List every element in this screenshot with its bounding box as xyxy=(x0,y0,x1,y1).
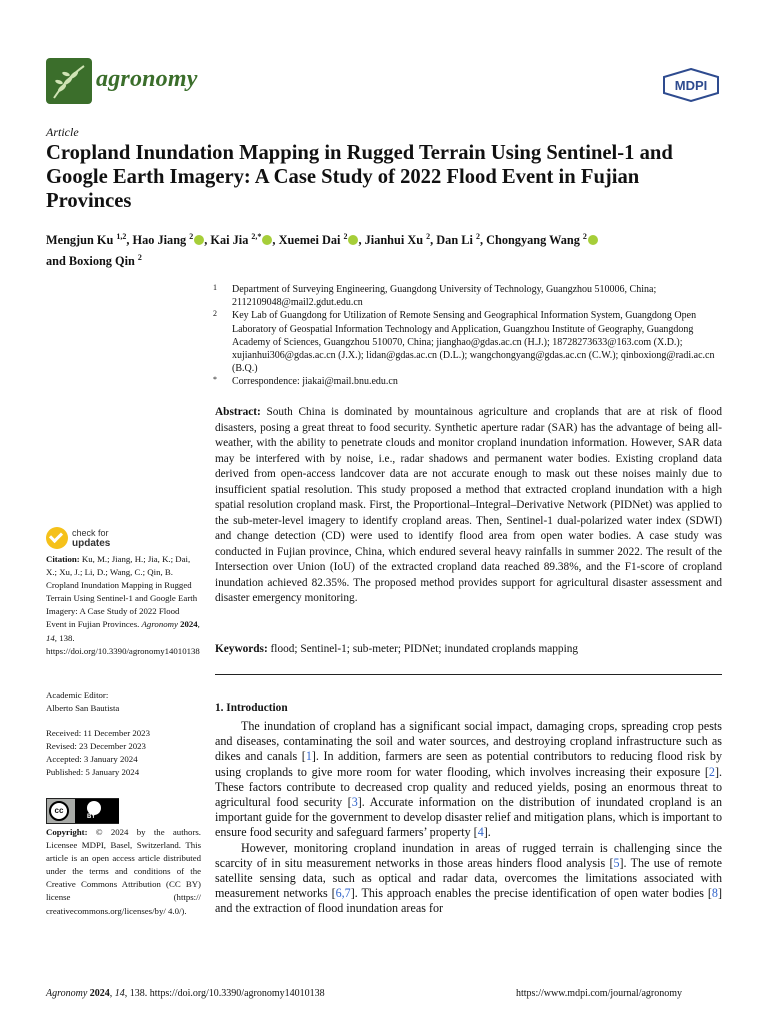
dates-block xyxy=(46,727,201,779)
author-affiliation-marker: 2 xyxy=(137,253,142,263)
copyright-label: Copyright: xyxy=(46,827,88,837)
section-heading: 1. Introduction xyxy=(215,702,288,714)
citation-link[interactable]: 2 xyxy=(708,764,715,779)
keywords xyxy=(215,642,722,657)
author-affiliation-marker: 2 xyxy=(582,232,587,241)
citation-journal: Agronomy xyxy=(141,619,178,630)
affiliation-number: 1 xyxy=(213,283,217,292)
author-list: Mengjun Ku $^{1,2}$, Hao Jiang $^2$ , Kai Jia $^{2,*}$ , Xuemei Dai $^2$ , Jianhui Xu $^2$, Dan Li $^2$, Chongyang Wang $^2$ and Boxiong Qin $^2$ xyxy=(46,228,726,270)
cc-by-license-badge[interactable] xyxy=(46,798,119,824)
author-name[interactable]: Dan Li $^2$ xyxy=(436,232,480,248)
accepted-date: Accepted: 3 January 2024 xyxy=(46,754,138,765)
affiliation-number: * xyxy=(213,375,217,385)
author-affiliation-marker: 2 xyxy=(475,232,480,241)
author-name[interactable]: Xuemei Dai $^2$ xyxy=(278,232,348,248)
footer-volume: 14 xyxy=(114,988,125,999)
article-type: Article xyxy=(46,125,79,139)
check-line-1: check for xyxy=(72,528,109,538)
citation-label: Citation: xyxy=(46,554,80,564)
author-affiliation-marker: 2,* xyxy=(251,232,262,241)
affiliation-text: Correspondence: jiakai@mail.bnu.edu.cn xyxy=(232,376,398,388)
author-name[interactable]: Jianhui Xu $^2$ xyxy=(364,232,431,248)
citation-year: 2024 xyxy=(180,619,198,630)
author-name[interactable]: and Boxiong Qin $^2$ xyxy=(46,253,142,269)
abstract-text: South China is dominated by mountainous agriculture and croplands that are at risk of flood disasters, posing a great threat to food security. Synthetic aperture radar (SAR) has the advantage of being all-weather, with the ability to penetrate clouds and monitor cropland inundation information. However, SAR data may be interfered with by noise, i.e., radar shadows and permanent water bodies. Existing cropland data derived from open-access landcover data are not accurate enough to mask out these noises mainly due to insufficient spatial resolution. This study proposed a method that extracted cropland inundation with a high spatial resolution cropland mask. First, the Proportional–Integral–Derivative Network (PIDNet) was applied to the sub-meter-level imagery to identify cropland areas. Then, Sentinel-1 dual-polarized water index (SDWI) and change detection (CD) were used to identify flood area from open water bodies. A case study was conducted in Fujian province, China, which endured several heavy rainfalls in summer 2022. The result of the Intersection over Union (IoU) of the extracted cropland data reached 89.38%, and the F1-score of cropland inundation achieved 82.35%. The proposed method provides support for agricultural disaster assessment and disaster emergency monitoring. xyxy=(215,406,723,604)
keywords-text: flood; Sentinel-1; sub-meter; PIDNet; inundated croplands mapping xyxy=(270,643,579,655)
mdpi-logo-text: MDPI xyxy=(674,78,708,93)
affiliation-number: 2 xyxy=(213,309,217,319)
author-name[interactable]: Chongyang Wang $^2$ xyxy=(486,232,587,248)
check-line-2: updates xyxy=(72,538,111,549)
affiliation-text: Department of Surveying Engineering, Guangdong University of Technology, Guangzhou 510006, China; 2112109048@mail2.gdut.edu.cn xyxy=(232,284,657,309)
footer-journal-url[interactable]: https://www.mdpi.com/journal/agronomy xyxy=(516,988,683,999)
footer-citation: Agronomy 2024, 14, 138. https://doi.org/10.3390/agronomy14010138 xyxy=(46,988,325,999)
journal-logo xyxy=(46,58,92,104)
article-title: Cropland Inundation Mapping in Rugged Terrain Using Sentinel-1 and Google Earth Imagery: A Case Study of 2022 Flood Event in Fujian Provinces xyxy=(46,142,673,212)
mdpi-logo xyxy=(662,68,720,102)
cc-by-label: BY xyxy=(87,814,96,820)
cc-icon: cc xyxy=(49,801,69,821)
citation-link[interactable]: 8 xyxy=(711,886,718,901)
check-icon xyxy=(46,527,68,549)
citation-doi[interactable]: , 138. https://doi.org/10.3390/agronomy14010138 xyxy=(46,632,200,656)
orcid-icon[interactable] xyxy=(262,235,272,245)
orcid-icon[interactable] xyxy=(588,235,598,245)
check-for-updates-badge[interactable] xyxy=(46,527,156,551)
journal-name: agronomy xyxy=(96,66,198,92)
footer-year: 2024 xyxy=(89,988,110,999)
author-affiliation-marker: 2 xyxy=(189,232,194,241)
orcid-icon[interactable] xyxy=(194,235,204,245)
citation-link[interactable]: 6,7 xyxy=(335,886,351,901)
citation-link[interactable]: 4 xyxy=(477,825,484,840)
revised-date: Revised: 23 December 2023 xyxy=(46,741,146,752)
affiliations xyxy=(213,283,725,389)
abstract xyxy=(215,405,722,607)
copyright-text: © 2024 by the authors. Licensee MDPI, Basel, Switzerland. This article is an open access article distributed under the terms and conditions of the Creative Commons Attribution (CC BY) license (https:// creativecommons.org/licenses/by/ 4.0/). xyxy=(46,827,201,916)
author-affiliation-marker: 2 xyxy=(343,232,348,241)
author-name[interactable]: Hao Jiang $^2$ xyxy=(132,232,194,248)
citation-link[interactable]: 3 xyxy=(351,795,358,810)
abstract-label: Abstract: xyxy=(215,406,261,418)
paragraph: The inundation of cropland has a significant social impact, damaging crops, spreading crop pests and diseases, contaminating the soil and water sources, and destroying cropland infrastructure such as dikes and canals [1]. In addition, farmers are seen as potential contributors to reducing flood risk by using croplands to give more room for water flooding, which involves increasing their exposure [2]. These factors contribute to decreased crop quality and reduced yields, posing an enormous threat to agricultural food security [3]. Accurate information on the distribution of inundated cropland is an important guide for the government to develop disaster relief and mitigation plans, which is important to ensure food security and safeguard farmers’ property [4]. xyxy=(215,719,722,840)
received-date: Received: 11 December 2023 xyxy=(46,728,150,738)
introduction-body xyxy=(215,719,722,917)
affiliation-text: Key Lab of Guangdong for Utilization of Remote Sensing and Geographical Information System, Guangdong Open Laboratory of Geospatial Information Technology and Application, Guangzhou Institute of Geography, Guangdong Academy of Sciences, Guangzhou 510070, China; jianghao@gdas.ac.cn (H.J.); 18728273633@163.com (X.D.); xujianhui306@gdas.ac.cn (J.X.); lidan@gdas.ac.cn (D.L.); wangchongyang@gdas.ac.cn (C.W.); qinboxiong@radi.ac.cn (B.Q.) xyxy=(232,310,715,375)
citation-volume: 14 xyxy=(46,632,55,643)
copyright-block xyxy=(46,826,201,918)
paragraph: However, monitoring cropland inundation in areas of rugged terrain is challenging since the scarcity of in situ measurement networks in those areas hinders flood analysis [5]. The use of remote satellite sensing data, such as optical and radar data, overcomes the limitations associated with measurement networks [6,7]. This approach enables the precise identification of open water bodies [8] and the extraction of flood inundation areas for xyxy=(215,840,723,916)
author-affiliation-marker: 2 xyxy=(426,232,431,241)
affiliation-2 xyxy=(213,309,725,375)
published-date: Published: 5 January 2024 xyxy=(46,767,140,778)
orcid-icon[interactable] xyxy=(348,235,358,245)
section-divider xyxy=(215,674,722,675)
citation-link[interactable]: 5 xyxy=(613,855,620,870)
citation-block: Citation: Ku, M.; Jiang, H.; Jia, K.; Dai, X.; Xu, J.; Li, D.; Wang, C.; Qin, B. Cropland Inundation Mapping in Rugged Terrain Using Sentinel-1 and Google Earth Imagery: A Case Study of 2022 Flood Event in Fujian Provinces. Agronomy 2024, 14, 138. https://doi.org/10.3390/agronomy14010138 xyxy=(46,554,200,656)
footer-journal: Agronomy xyxy=(46,988,88,999)
author-affiliation-marker: 1,2 xyxy=(116,232,127,241)
footer-doi[interactable]: , 138. https://doi.org/10.3390/agronomy14010138 xyxy=(124,988,325,999)
keywords-label: Keywords: xyxy=(215,643,268,655)
author-name[interactable]: Kai Jia $^{2,*}$ xyxy=(210,232,262,248)
person-icon xyxy=(87,801,101,815)
author-name[interactable]: Mengjun Ku $^{1,2}$ xyxy=(46,232,127,248)
affiliation-1 xyxy=(213,283,725,309)
correspondence xyxy=(213,375,725,388)
citation-text: Ku, M.; Jiang, H.; Jia, K.; Dai, X.; Xu, J.; Li, D.; Wang, C.; Qin, B. Cropland Inundation Mapping in Rugged Terrain Using Sentinel-1 and Google Earth Imagery: A Case Study of 2022 Flood Event in Fujian Provinces. xyxy=(46,554,198,630)
citation-link[interactable]: 1 xyxy=(305,749,312,764)
academic-editor: Academic Editor: Alberto San Bautista xyxy=(46,690,120,714)
